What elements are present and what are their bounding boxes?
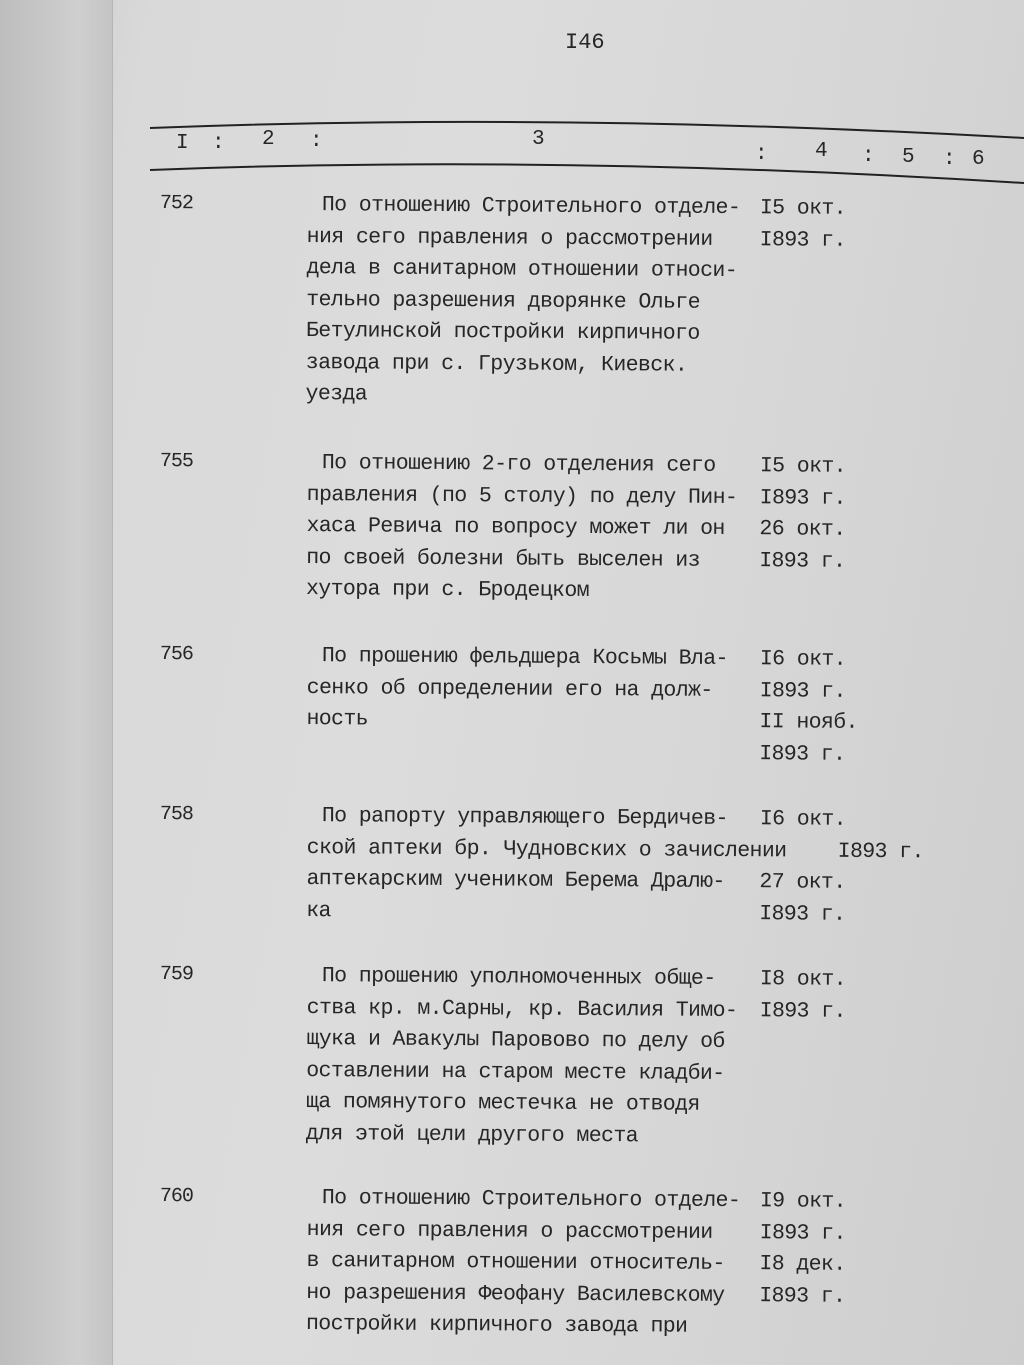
entry-line <box>0 380 1023 418</box>
entry-date: I893 г. <box>759 227 846 253</box>
entry-date: 27 окт. <box>759 870 846 895</box>
entry-date: I893 г. <box>759 548 846 574</box>
entry-date: I6 окт. <box>759 647 847 672</box>
entry-description-text: сенко об определении его на долж- <box>306 675 713 703</box>
entry-number: 752 <box>159 192 194 216</box>
entry-date: I893 г. <box>759 678 846 704</box>
entry-number: 760 <box>159 1185 194 1209</box>
entry-description-text: ния сего правления о рассмотрении <box>306 224 713 252</box>
entry-description-text: По рапорту управляющего Бердичев- <box>321 804 728 831</box>
register-entry <box>0 449 1024 603</box>
entry-date: I893 г. <box>759 485 846 511</box>
entry-description-text: Бетулинской постройки кирпичного <box>305 319 700 346</box>
entry-date: I8 окт. <box>759 967 847 992</box>
entry-description-text: ства кр. м.Сарны, кр. Василия Тимо- <box>306 995 738 1023</box>
entry-line <box>0 896 1023 934</box>
entry-line <box>0 736 1023 774</box>
header-col-6: 6 <box>972 148 985 171</box>
table-header-rules <box>0 0 1024 200</box>
entry-line <box>0 1119 1023 1157</box>
entry-number: 759 <box>159 963 194 987</box>
entry-description-text: хутора при с. Бродецком <box>305 577 590 603</box>
entry-description-text: правления (по 5 столу) по делу Пин- <box>306 482 738 510</box>
entry-description-text: По отношению Строительного отделе- <box>321 193 741 221</box>
entry-date: I893 г. <box>759 1220 846 1246</box>
header-col-5: 5 <box>902 146 915 169</box>
header-sep: : <box>310 130 323 153</box>
entry-description-text: постройки кирпичного завода при <box>305 1312 688 1339</box>
entry-description-text: По отношению 2-го отделения сего <box>321 451 716 478</box>
entry-description-text: ность <box>306 707 369 732</box>
entry-number: 755 <box>159 450 194 474</box>
page-number: I46 <box>565 30 605 55</box>
entry-description-text: ской аптеки бр. Чудновских о зачислении <box>306 835 787 863</box>
entry-description-text: уезда <box>305 382 368 407</box>
entry-description-text: оставлении на старом месте кладби- <box>306 1058 725 1086</box>
entry-description-text: ния сего правления о рассмотрении <box>306 1217 713 1245</box>
header-sep: : <box>755 143 768 166</box>
entry-date: I893 г. <box>759 901 846 927</box>
entry-description-text: По отношению Строительного отделе- <box>321 1186 741 1214</box>
entry-description-text: завода при с. Грузьком, Киевск. <box>305 350 688 378</box>
header-sep: : <box>862 145 875 168</box>
entry-date: I8 дек. <box>759 1252 846 1277</box>
entry-description-text: ка <box>306 898 331 923</box>
entry-number: 756 <box>159 643 194 667</box>
header-col-4: 4 <box>815 140 828 163</box>
header-sep: : <box>943 148 956 171</box>
entry-description-text: По прошению уполномоченных обще- <box>321 964 716 991</box>
header-col-2: 2 <box>262 128 275 151</box>
entry-date: 26 окт. <box>759 517 846 542</box>
register-entry <box>0 1184 1024 1339</box>
entry-description-text: щука и Авакулы Паровово по делу об <box>306 1027 725 1054</box>
entry-description-text: для этой цели другого места <box>305 1121 639 1148</box>
entry-date: I9 окт. <box>759 1189 847 1214</box>
entry-date: II нояб. <box>759 710 858 735</box>
entry-description-text: По прошению фельдшера Косьмы Вла- <box>321 644 728 671</box>
entry-date: I5 окт. <box>759 454 847 479</box>
entry-date: I893 г. <box>759 998 846 1024</box>
entry-description-text: тельно разрешения дворянке Ольге <box>306 287 700 315</box>
entry-description-text: в санитарном отношении относитель- <box>306 1249 725 1276</box>
header-col-1: I <box>176 132 189 155</box>
entry-description-text: хаса Ревича по вопросу может ли он <box>306 514 725 541</box>
header-top-rule <box>150 122 1024 138</box>
entry-description-text: по своей болезни быть выселен из <box>306 545 700 573</box>
entry-date: I6 окт. <box>759 807 847 832</box>
header-bottom-rule <box>150 164 1024 183</box>
register-entry <box>0 802 1024 927</box>
register-entry <box>0 642 1024 767</box>
entry-date: I893 г. <box>837 839 924 864</box>
entry-description-text: дела в санитарном отношении относи- <box>306 256 738 284</box>
entry-description-text: ща помянутого местечка не отводя <box>305 1090 700 1117</box>
entry-description-text: но разрешения Феофану Василевскому <box>306 1280 725 1308</box>
register-entry <box>0 962 1024 1148</box>
entry-number: 758 <box>159 803 194 827</box>
entry-line <box>0 575 1023 613</box>
entry-line <box>0 1310 1023 1348</box>
entry-date: I893 г. <box>759 741 846 767</box>
entry-description-text: аптекарским учеником Берема Дралю- <box>306 867 725 894</box>
entry-date: I5 окт. <box>759 196 847 221</box>
header-col-3: 3 <box>532 128 545 151</box>
entry-date: I893 г. <box>759 1283 846 1309</box>
header-sep: : <box>212 132 225 155</box>
